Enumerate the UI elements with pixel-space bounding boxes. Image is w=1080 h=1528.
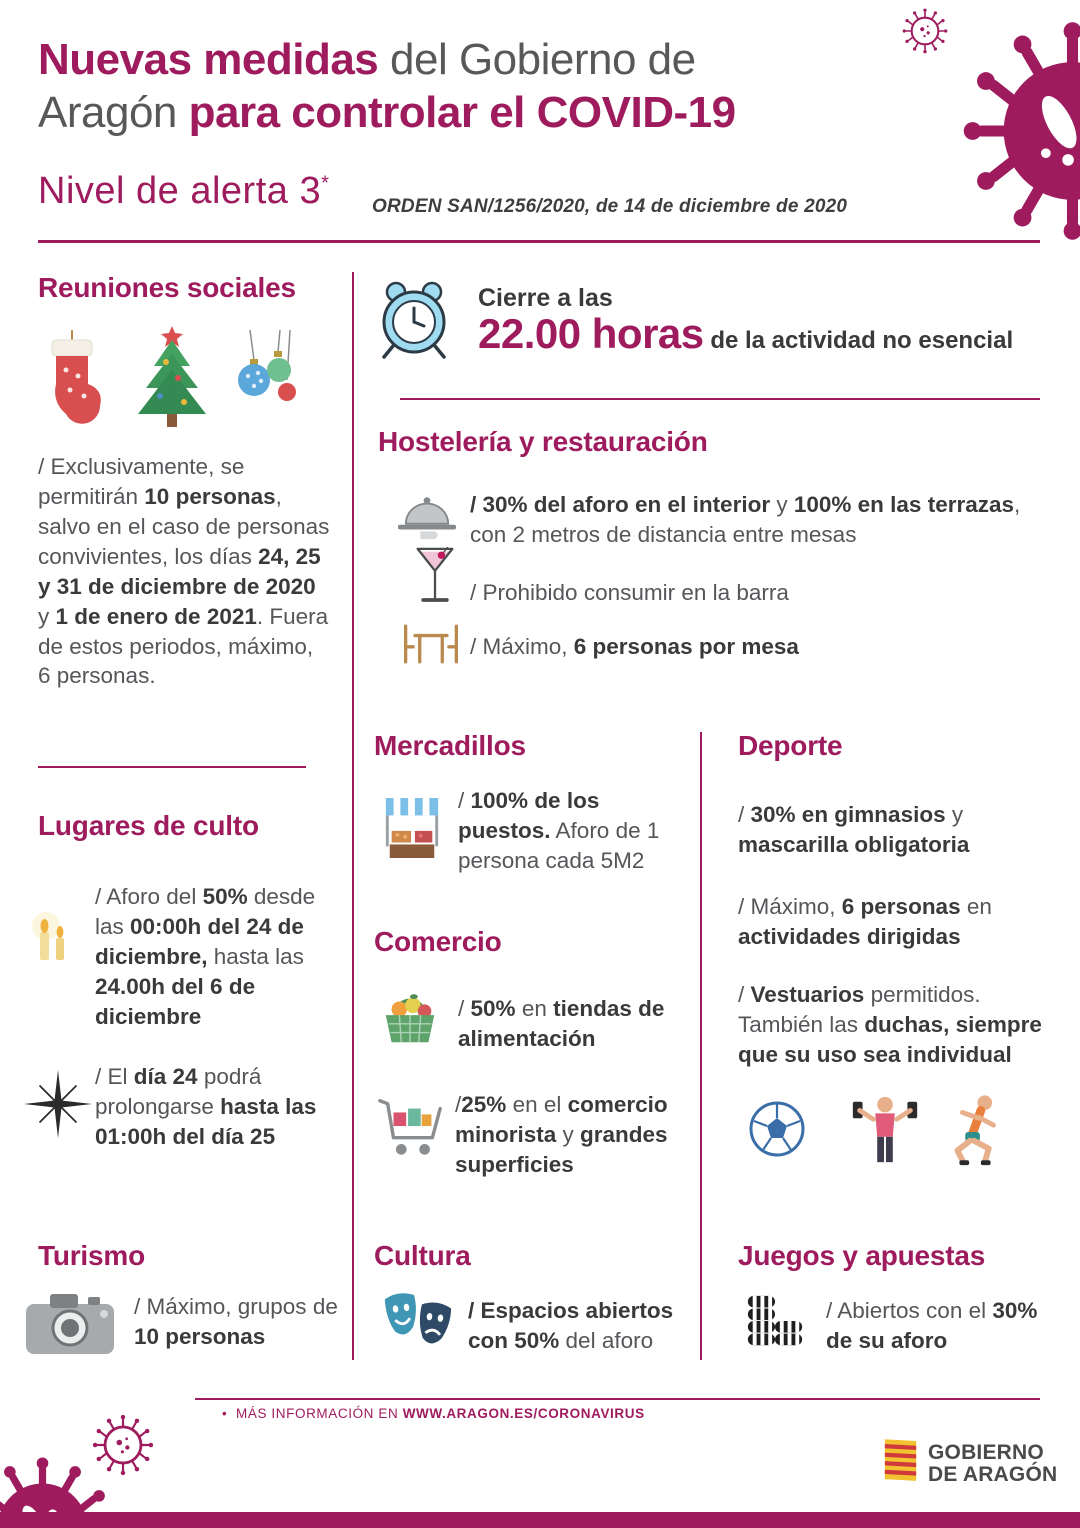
market-stall-icon <box>382 792 442 864</box>
runner-icon <box>944 1092 1006 1170</box>
rule-culto-aforo: / Aforo del 50% desde las 00:00h del 24 de diciembre, hasta las 24.00h del 6 de diciembre <box>95 884 316 1029</box>
rule-comercio-minorista: /25% en el comercio minorista y grandes superficies <box>455 1092 668 1177</box>
rule-hosteleria-aforo: / 30% del aforo en el interior y 100% en las terrazas, con 2 metros de distancia entre mesas <box>470 492 1021 547</box>
virus-outline-icon <box>902 8 948 54</box>
section-title-mercadillos: Mercadillos <box>374 730 526 761</box>
rule-cultura-espacios: / Espacios abiertos con 50% del aforo <box>468 1298 674 1353</box>
title-plain-2: Aragón <box>38 87 189 137</box>
closure-time: 22.00 horas <box>478 310 704 357</box>
shopping-cart-icon <box>376 1086 446 1170</box>
vertical-divider-right <box>700 732 702 1360</box>
cocktail-glass-icon <box>414 544 456 614</box>
order-reference: ORDEN SAN/1256/2020, de 14 de diciembre de 2020 <box>372 196 848 217</box>
closure-line-2 <box>478 310 1038 358</box>
closure-line-1: Cierre a las <box>478 284 613 312</box>
christmas-tree-icon <box>126 324 218 432</box>
virus-icon <box>955 20 1080 242</box>
weightlifter-icon <box>848 1090 922 1168</box>
vertical-divider-left <box>352 272 354 1360</box>
rule-deporte-gimnasios: / 30% en gimnasios y mascarilla obligatoria <box>738 802 970 857</box>
rule-mercadillos-puestos: / 100% de los puestos. Aforo de 1 persona cada 5M2 <box>458 788 660 873</box>
rule-culto-horario: / El día 24 podrá prolongarse hasta las 01:00h del día 25 <box>95 1064 317 1149</box>
candles-icon <box>14 902 84 972</box>
title-accent-2: para controlar el COVID-19 <box>188 87 736 137</box>
closure-rest: de la actividad no esencial <box>703 327 1014 354</box>
more-info-text: MÁS INFORMACIÓN EN <box>236 1406 403 1421</box>
logo-line-1: GOBIERNO <box>928 1441 1044 1464</box>
gobierno-aragon-logo <box>928 1442 1057 1486</box>
logo-line-2: DE ARAGÓN <box>928 1463 1058 1487</box>
rule-turismo-grupos: / Máximo, grupos de 10 personas <box>134 1294 338 1349</box>
alarm-clock-icon <box>372 278 456 362</box>
header-divider <box>38 240 1040 243</box>
closure-divider <box>400 398 1040 400</box>
rule-comercio-alimentacion: / 50% en tiendas de alimentación <box>458 996 665 1051</box>
alert-level-text: Nivel de alerta 3 <box>38 170 322 212</box>
rule-hosteleria-mesa: / Máximo, 6 personas por mesa <box>470 634 799 659</box>
section-title-hosteleria: Hostelería y restauración <box>378 426 708 457</box>
star-sparkle-icon <box>22 1068 94 1140</box>
soccer-ball-icon <box>748 1100 806 1158</box>
section-title-deporte: Deporte <box>738 730 843 761</box>
section-title-culto: Lugares de culto <box>38 810 259 841</box>
bottom-brand-bar <box>0 1512 1080 1528</box>
serving-dish-icon <box>398 492 456 542</box>
title-plain-1: del Gobierno de <box>378 35 696 84</box>
section-title-comercio: Comercio <box>374 926 502 957</box>
bullet: • <box>222 1406 228 1421</box>
coronavirus-url-link[interactable]: WWW.ARAGON.ES/CORONAVIRUS <box>402 1406 645 1421</box>
grocery-basket-icon <box>378 986 442 1050</box>
more-info-line <box>222 1406 645 1421</box>
title-accent-1: Nuevas medidas <box>38 35 379 84</box>
poker-chips-icon <box>744 1292 806 1352</box>
theater-masks-icon <box>382 1288 454 1354</box>
aragon-flag-icon <box>882 1438 920 1484</box>
christmas-baubles-icon <box>230 330 298 426</box>
table-and-chairs-icon <box>400 620 462 668</box>
page-title <box>38 34 938 140</box>
rule-hosteleria-barra: / Prohibido consumir en la barra <box>470 580 789 605</box>
christmas-stocking-icon <box>42 330 104 430</box>
camera-icon <box>24 1288 116 1358</box>
left-divider <box>38 766 306 768</box>
section-title-cultura: Cultura <box>374 1240 471 1271</box>
footer-divider <box>195 1398 1040 1400</box>
title-line-1 <box>38 34 938 87</box>
alert-level <box>38 170 329 213</box>
section-title-juegos: Juegos y apuestas <box>738 1240 986 1271</box>
rule-deporte-actividades: / Máximo, 6 personas en actividades dirigidas <box>738 894 992 949</box>
rule-reuniones-body: / Exclusivamente, se permitirán 10 personas, salvo en el caso de personas convivientes, los días 24, 25 y 31 de diciembre de 2020 y 1 de enero de 2021. Fuera de estos periodos, máximo, 6 personas. <box>38 454 330 689</box>
section-title-reuniones: Reuniones sociales <box>38 272 296 303</box>
rule-deporte-vestuarios: / Vestuarios permitidos. También las duchas, siempre que su uso sea individual <box>738 982 1042 1067</box>
alert-asterisk: * <box>321 172 330 195</box>
rule-juegos-aforo: / Abiertos con el 30% de su aforo <box>826 1298 1038 1353</box>
title-line-2 <box>38 87 938 140</box>
section-title-turismo: Turismo <box>38 1240 145 1271</box>
